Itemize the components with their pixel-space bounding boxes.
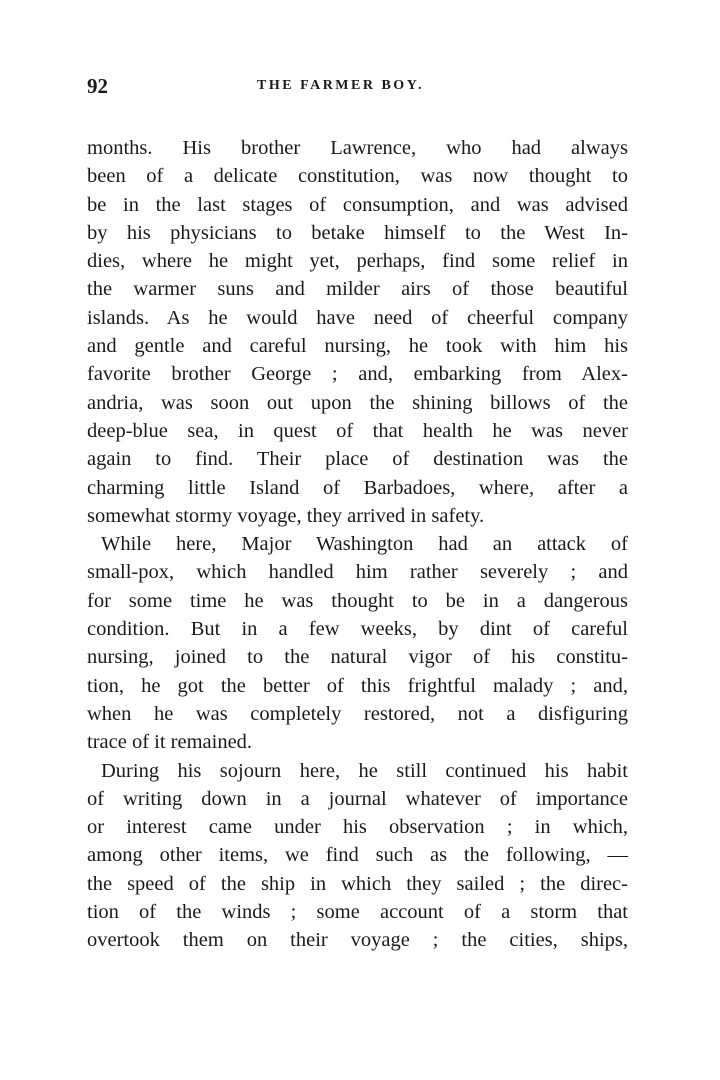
text-line: of writing down in a journal whatever of importance <box>87 787 628 810</box>
text-line: for some time he was thought to be in a dangerous <box>87 589 628 612</box>
text-line: when he was completely restored, not a disfiguring <box>87 702 628 725</box>
text-line: favorite brother George ; and, embarking from Alex- <box>87 363 628 386</box>
page-number: 92 <box>87 74 108 98</box>
text-line: among other items, we find such as the following, — <box>87 844 628 867</box>
text-line: nursing, joined to the natural vigor of his constitu- <box>87 646 628 669</box>
text-line: be in the last stages of consumption, and was advised <box>87 193 628 216</box>
text-line: tion of the winds ; some account of a storm that <box>87 901 628 924</box>
text-line: by his physicians to betake himself to the West In- <box>87 221 628 244</box>
text-line: dies, where he might yet, perhaps, find some relief in <box>87 250 628 273</box>
text-line: somewhat stormy voyage, they arrived in safety. <box>87 504 485 527</box>
text-line: While here, Major Washington had an attack of <box>101 533 628 556</box>
text-line: again to find. Their place of destination was the <box>87 448 628 471</box>
text-line: the warmer suns and milder airs of those beautiful <box>87 278 628 301</box>
text-line: During his sojourn here, he still continued his habit <box>101 759 628 782</box>
body-text <box>87 134 628 955</box>
running-title: THE FARMER BOY. <box>257 78 425 93</box>
text-line: deep-blue sea, in quest of that health he was never <box>87 419 628 442</box>
text-line: or interest came under his observation ; in which, <box>87 816 628 839</box>
text-line: tion, he got the better of this frightful malady ; and, <box>87 674 628 697</box>
text-line: trace of it remained. <box>87 731 253 754</box>
text-line: and gentle and careful nursing, he took with him his <box>87 335 628 358</box>
text-line: the speed of the ship in which they sailed ; the direc- <box>87 872 628 895</box>
text-line: condition. But in a few weeks, by dint of careful <box>87 618 628 641</box>
text-line: charming little Island of Barbadoes, where, after a <box>87 476 628 499</box>
text-line: andria, was soon out upon the shining billows of the <box>87 391 628 414</box>
text-line: overtook them on their voyage ; the cities, ships, <box>87 929 628 952</box>
text-line: been of a delicate constitution, was now thought to <box>87 165 628 188</box>
text-line: months. His brother Lawrence, who had always <box>87 137 628 159</box>
text-line: small-pox, which handled him rather severely ; and <box>87 561 628 584</box>
text-line: islands. As he would have need of cheerful company <box>87 306 628 329</box>
page-header <box>87 74 628 100</box>
